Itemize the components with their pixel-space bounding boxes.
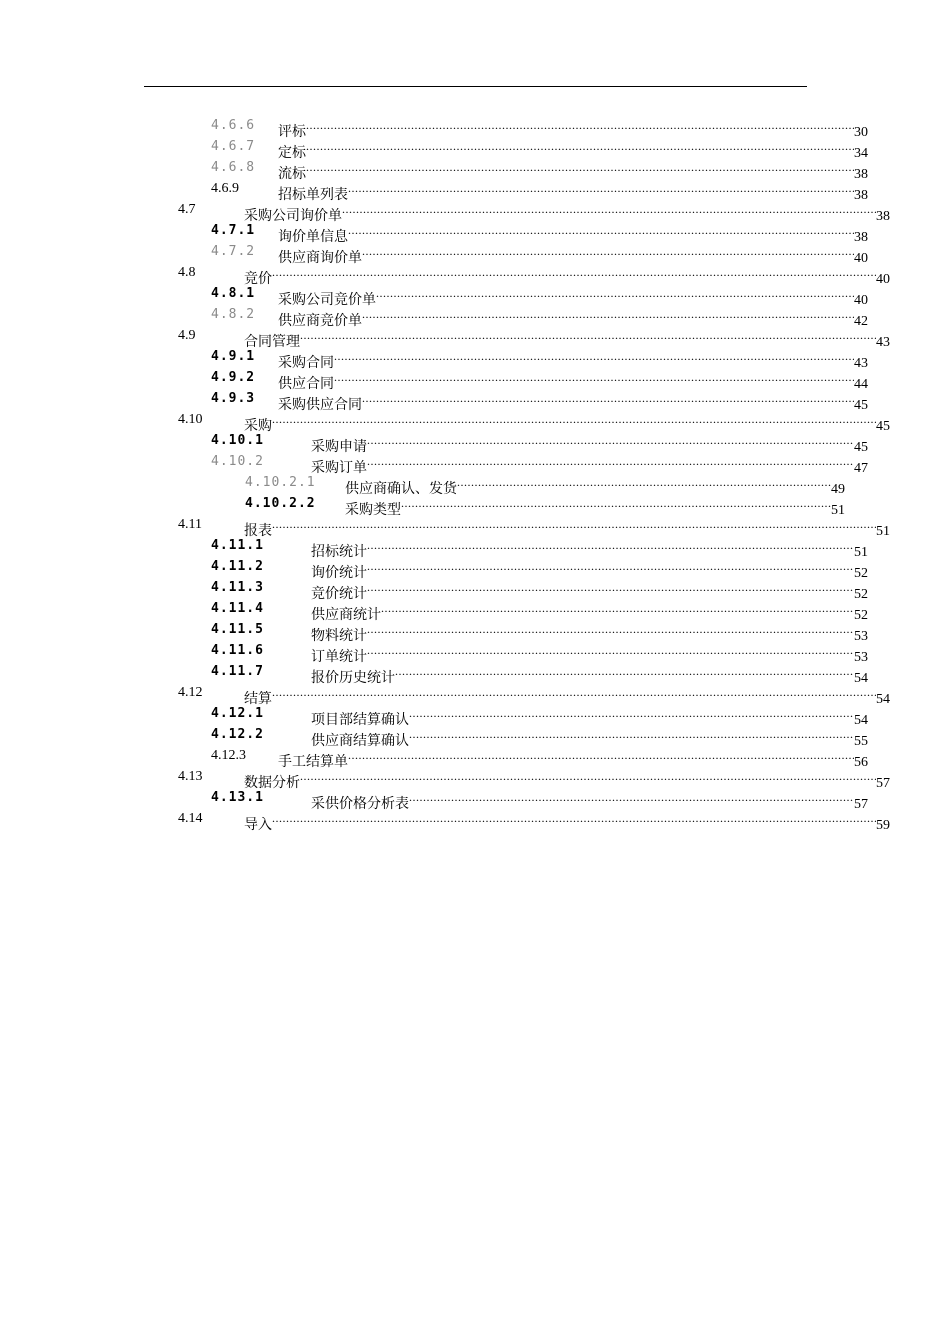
toc-entry-number: 4.12 [178, 685, 203, 700]
toc-entry-number: 4.9.3 [211, 391, 256, 406]
toc-entry[interactable] [211, 283, 868, 308]
toc-dot-leader [272, 262, 876, 283]
toc-entry-number: 4.12.1 [211, 706, 264, 721]
toc-entry[interactable] [211, 661, 868, 686]
toc-entry-title: 招标单列表 [278, 185, 348, 206]
toc-entry-number: 4.10 [178, 412, 203, 427]
toc-entry[interactable] [178, 514, 890, 539]
toc-entry[interactable] [211, 136, 868, 161]
toc-dot-leader [272, 808, 876, 829]
toc-entry-page: 42 [854, 311, 868, 332]
toc-entry-title: 定标 [278, 143, 306, 164]
toc-dot-leader [300, 766, 876, 787]
toc-entry-number: 4.6.8 [211, 160, 256, 175]
toc-entry[interactable] [178, 682, 890, 707]
toc-entry-title: 询价单信息 [278, 227, 348, 248]
toc-entry[interactable] [211, 724, 868, 749]
toc-dot-leader [401, 493, 831, 514]
toc-entry-title: 采购公司询价单 [244, 206, 342, 227]
toc-entry[interactable] [211, 304, 868, 329]
toc-entry-number: 4.10.1 [211, 433, 264, 448]
toc-entry-page: 54 [854, 668, 868, 689]
toc-entry-page: 45 [854, 395, 868, 416]
toc-entry-page: 57 [854, 794, 868, 815]
toc-entry-number: 4.11 [178, 517, 202, 532]
toc-entry-title: 采供价格分析表 [311, 794, 409, 815]
toc-entry-title: 供应商询价单 [278, 248, 362, 269]
toc-entry-title: 供应商统计 [311, 605, 381, 626]
toc-entry-number: 4.8.2 [211, 307, 256, 322]
toc-entry-title: 供应商结算确认 [311, 731, 409, 752]
toc-entry-title: 询价统计 [311, 563, 367, 584]
toc-dot-leader [334, 346, 854, 367]
toc-dot-leader [306, 115, 854, 136]
toc-dot-leader [409, 724, 854, 745]
toc-entry-title: 采购申请 [311, 437, 367, 458]
toc-entry-page: 38 [876, 206, 890, 227]
toc-dot-leader [348, 178, 854, 199]
toc-dot-leader [376, 283, 854, 304]
toc-entry-title: 报表 [244, 521, 272, 542]
toc-entry-title: 订单统计 [311, 647, 367, 668]
toc-entry-number: 4.11.7 [211, 664, 264, 679]
toc-dot-leader [348, 745, 854, 766]
toc-dot-leader [367, 430, 854, 451]
toc-entry-title: 项目部结算确认 [311, 710, 409, 731]
toc-entry-title: 结算 [244, 689, 272, 710]
toc-entry[interactable] [178, 808, 890, 833]
toc-entry-number: 4.9.2 [211, 370, 256, 385]
toc-dot-leader [272, 409, 876, 430]
toc-entry-number: 4.11.4 [211, 601, 264, 616]
toc-dot-leader [342, 199, 876, 220]
toc-entry-title: 流标 [278, 164, 306, 185]
toc-entry-number: 4.10.2 [211, 454, 264, 469]
toc-entry-number: 4.11.2 [211, 559, 264, 574]
toc-entry[interactable] [211, 178, 868, 203]
toc-entry[interactable] [211, 115, 868, 140]
toc-entry[interactable] [211, 640, 868, 665]
toc-entry-title: 采购 [244, 416, 272, 437]
toc-entry-page: 40 [854, 248, 868, 269]
toc-entry-title: 物料统计 [311, 626, 367, 647]
toc-entry[interactable] [178, 766, 890, 791]
toc-entry-title: 招标统计 [311, 542, 367, 563]
header-rule [144, 86, 807, 87]
toc-entry-number: 4.13.1 [211, 790, 264, 805]
toc-entry-number: 4.9 [178, 328, 196, 343]
toc-dot-leader [272, 514, 876, 535]
toc-entry-number: 4.12.2 [211, 727, 264, 742]
toc-entry-page: 40 [876, 269, 890, 290]
toc-entry-number: 4.6.9 [211, 181, 239, 196]
toc-dot-leader [381, 598, 854, 619]
toc-entry-number: 4.6.6 [211, 118, 256, 133]
toc-entry-number: 4.7.2 [211, 244, 256, 259]
toc-dot-leader [367, 535, 854, 556]
toc-entry-title: 手工结算单 [278, 752, 348, 773]
toc-entry[interactable] [211, 367, 868, 392]
toc-entry[interactable] [211, 220, 868, 245]
toc-entry[interactable] [211, 787, 868, 812]
toc-entry[interactable] [211, 451, 868, 476]
toc-entry[interactable] [211, 619, 868, 644]
toc-dot-leader [367, 640, 854, 661]
toc-entry-number: 4.7 [178, 202, 196, 217]
toc-dot-leader [334, 367, 854, 388]
toc-entry-number: 4.11.3 [211, 580, 264, 595]
toc-entry-title: 采购订单 [311, 458, 367, 479]
toc-entry-title: 评标 [278, 122, 306, 143]
toc-entry-number: 4.11.5 [211, 622, 264, 637]
toc-entry-page: 38 [854, 164, 868, 185]
toc-entry-page: 53 [854, 647, 868, 668]
toc-entry-page: 45 [876, 416, 890, 437]
toc-entry-title: 数据分析 [244, 773, 300, 794]
toc-entry-number: 4.7.1 [211, 223, 256, 238]
toc-entry-number: 4.12.3 [211, 748, 246, 763]
toc-entry[interactable] [211, 745, 868, 770]
toc-entry-title: 采购类型 [345, 500, 401, 521]
toc-dot-leader [306, 157, 854, 178]
toc-entry-page: 34 [854, 143, 868, 164]
toc-entry-page: 44 [854, 374, 868, 395]
toc-entry-title: 供应商确认、发货 [345, 479, 457, 500]
toc-dot-leader [362, 304, 854, 325]
toc-entry[interactable] [211, 703, 868, 728]
toc-entry[interactable] [245, 472, 845, 497]
toc-entry-title: 采购合同 [278, 353, 334, 374]
toc-dot-leader [306, 136, 854, 157]
toc-entry-page: 52 [854, 605, 868, 626]
toc-entry-page: 54 [854, 710, 868, 731]
toc-entry[interactable] [211, 157, 868, 182]
toc-entry-number: 4.6.7 [211, 139, 256, 154]
toc-entry-page: 43 [854, 353, 868, 374]
toc-entry-page: 54 [876, 689, 890, 710]
toc-dot-leader [362, 241, 854, 262]
toc-entry-number: 4.13 [178, 769, 203, 784]
toc-entry-page: 49 [831, 479, 845, 500]
toc-entry[interactable] [211, 346, 868, 371]
toc-dot-leader [367, 619, 854, 640]
toc-entry[interactable] [211, 388, 868, 413]
toc-dot-leader [409, 703, 854, 724]
toc-dot-leader [457, 472, 831, 493]
toc-entry-page: 53 [854, 626, 868, 647]
toc-entry[interactable] [211, 598, 868, 623]
toc-entry-page: 59 [876, 815, 890, 836]
toc-dot-leader [362, 388, 854, 409]
toc-entry-page: 30 [854, 122, 868, 143]
toc-entry-number: 4.11.1 [211, 538, 264, 553]
toc-dot-leader [367, 556, 854, 577]
toc-dot-leader [348, 220, 854, 241]
toc-entry-title: 报价历史统计 [311, 668, 395, 689]
toc-entry[interactable] [178, 199, 890, 224]
toc-entry[interactable] [245, 493, 845, 518]
toc-dot-leader [367, 451, 854, 472]
toc-entry-number: 4.14 [178, 811, 203, 826]
toc-entry[interactable] [211, 241, 868, 266]
toc-entry-page: 52 [854, 563, 868, 584]
toc-entry-title: 合同管理 [244, 332, 300, 353]
toc-entry-page: 56 [854, 752, 868, 773]
toc-entry[interactable] [211, 577, 868, 602]
toc-entry-page: 40 [854, 290, 868, 311]
toc-entry-page: 38 [854, 185, 868, 206]
toc-entry-number: 4.9.1 [211, 349, 256, 364]
toc-entry[interactable] [178, 409, 890, 434]
toc-dot-leader [300, 325, 876, 346]
toc-entry[interactable] [211, 535, 868, 560]
toc-entry[interactable] [178, 262, 890, 287]
toc-entry-number: 4.8.1 [211, 286, 256, 301]
toc-entry-number: 4.8 [178, 265, 196, 280]
toc-dot-leader [409, 787, 854, 808]
toc-entry-page: 43 [876, 332, 890, 353]
toc-entry-title: 采购公司竞价单 [278, 290, 376, 311]
toc-dot-leader [272, 682, 876, 703]
toc-entry-title: 采购供应合同 [278, 395, 362, 416]
toc-entry-title: 竞价 [244, 269, 272, 290]
toc-entry-page: 51 [876, 521, 890, 542]
toc-entry-number: 4.10.2.2 [245, 496, 316, 511]
toc-dot-leader [367, 577, 854, 598]
toc-entry-page: 51 [831, 500, 845, 521]
toc-entry-page: 52 [854, 584, 868, 605]
toc-entry[interactable] [178, 325, 890, 350]
toc-entry-page: 47 [854, 458, 868, 479]
toc-entry[interactable] [211, 556, 868, 581]
toc-entry-title: 导入 [244, 815, 272, 836]
toc-entry-page: 38 [854, 227, 868, 248]
toc-entry-page: 51 [854, 542, 868, 563]
toc-entry[interactable] [211, 430, 868, 455]
toc-entry-page: 45 [854, 437, 868, 458]
toc-entry-number: 4.11.6 [211, 643, 264, 658]
toc-entry-number: 4.10.2.1 [245, 475, 316, 490]
toc-entry-page: 55 [854, 731, 868, 752]
toc-entry-page: 57 [876, 773, 890, 794]
toc-entry-title: 供应商竞价单 [278, 311, 362, 332]
toc-entry-title: 竞价统计 [311, 584, 367, 605]
toc-entry-title: 供应合同 [278, 374, 334, 395]
toc-dot-leader [395, 661, 854, 682]
